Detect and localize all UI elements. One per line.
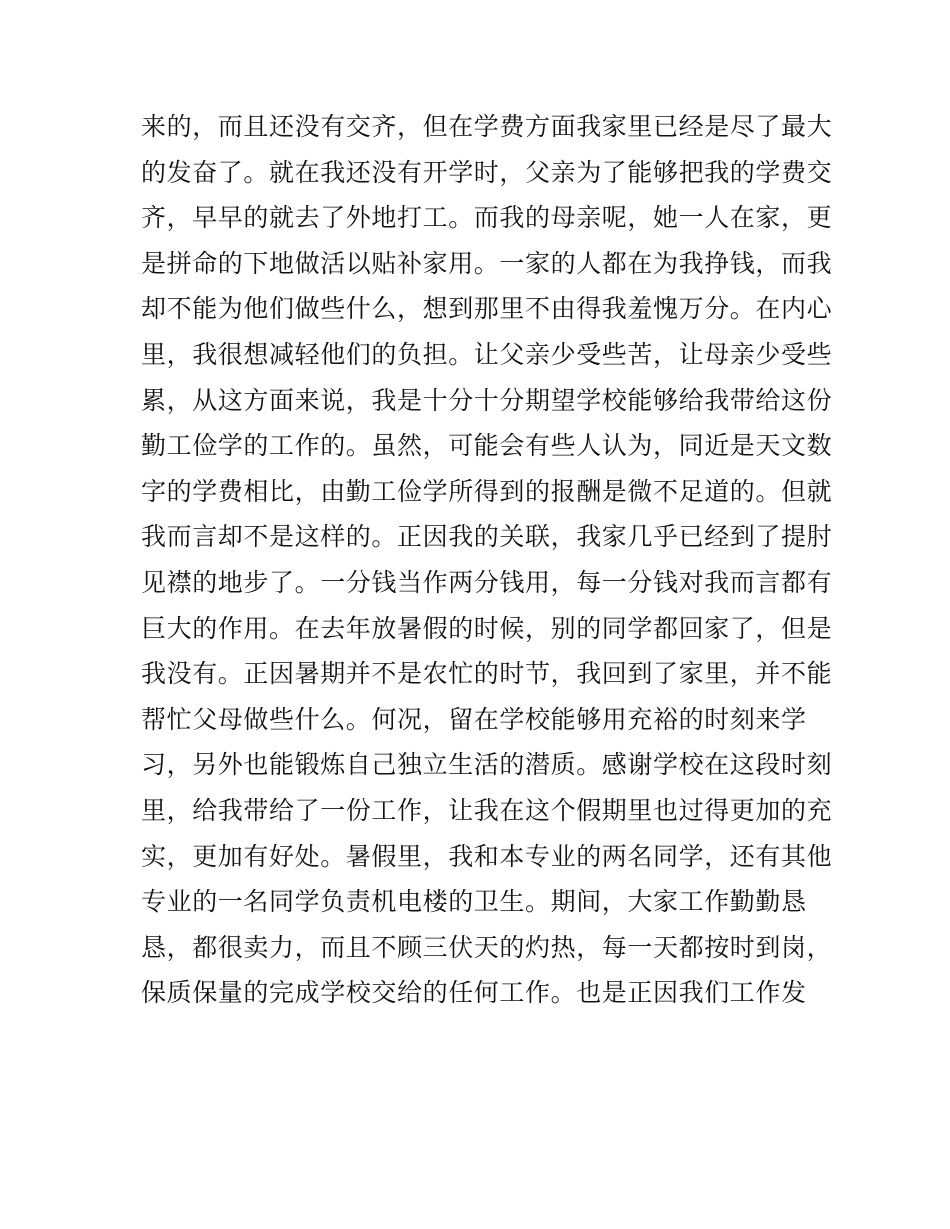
text-line: 保质保量的完成学校交给的任何工作。也是正因我们工作发 xyxy=(141,978,807,1008)
text-line: 来的，而且还没有交齐，但在学费方面我家里已经是尽了最大 xyxy=(141,112,833,141)
body-text xyxy=(141,104,833,1016)
text-line: 的发奋了。就在我还没有开学时，父亲为了能够把我的学费交 xyxy=(141,157,833,187)
text-line: 我没有。正因暑期并不是农忙的时节，我回到了家里，并不能 xyxy=(141,659,833,689)
text-line: 却不能为他们做些什么，想到那里不由得我羞愧万分。在内心 xyxy=(141,294,833,324)
text-line: 勤工俭学的工作的。虽然，可能会有些人认为，同近是天文数 xyxy=(141,431,833,461)
text-line: 习，另外也能锻炼自己独立生活的潜质。感谢学校在这段时刻 xyxy=(141,750,833,780)
text-line: 累，从这方面来说，我是十分十分期望学校能够给我带给这份 xyxy=(141,385,833,415)
text-line: 里，我很想减轻他们的负担。让父亲少受些苦，让母亲少受些 xyxy=(141,339,833,369)
text-line: 字的学费相比，由勤工俭学所得到的报酬是微不足道的。但就 xyxy=(141,476,833,506)
text-line: 是拼命的下地做活以贴补家用。一家的人都在为我挣钱，而我 xyxy=(141,248,833,278)
text-line: 专业的一名同学负责机电楼的卫生。期间，大家工作勤勤恳 xyxy=(141,887,807,917)
text-line: 帮忙父母做些什么。何况，留在学校能够用充裕的时刻来学 xyxy=(141,704,807,734)
text-line: 齐，早早的就去了外地打工。而我的母亲呢，她一人在家，更 xyxy=(141,203,833,233)
text-line: 实，更加有好处。暑假里，我和本专业的两名同学，还有其他 xyxy=(141,841,833,871)
text-line: 我而言却不是这样的。正因我的关联，我家几乎已经到了提肘 xyxy=(141,522,833,552)
text-line: 巨大的作用。在去年放暑假的时候，别的同学都回家了，但是 xyxy=(141,613,833,643)
text-line: 恳，都很卖力，而且不顾三伏天的灼热，每一天都按时到岗， xyxy=(141,932,833,962)
text-line: 见襟的地步了。一分钱当作两分钱用，每一分钱对我而言都有 xyxy=(141,567,833,597)
text-line: 里，给我带给了一份工作，让我在这个假期里也过得更加的充 xyxy=(141,795,833,825)
